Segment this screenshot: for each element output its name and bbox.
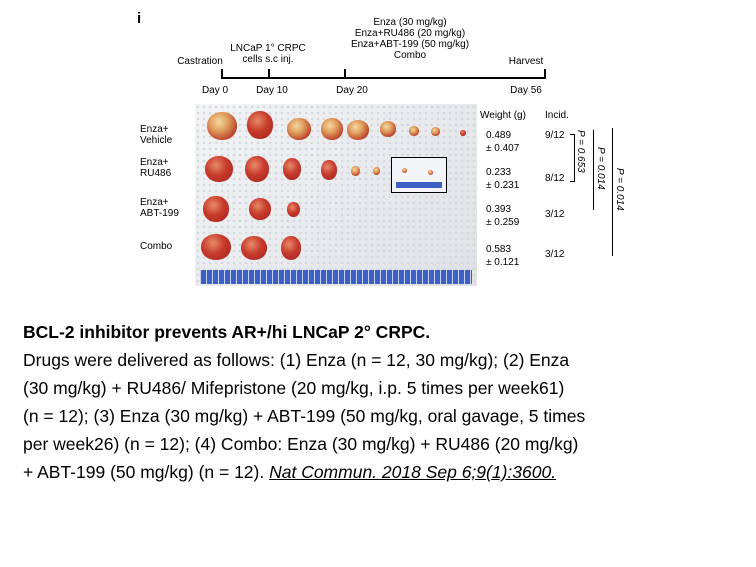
group-label-line: RU486 (140, 168, 172, 179)
tumor (287, 202, 300, 217)
group-label-line: Vehicle (140, 135, 173, 146)
timeline-day: Day 10 (256, 85, 288, 96)
weight-sd: ± 0.407 (486, 143, 520, 154)
incidence-cell: 8/12 (545, 173, 565, 184)
tumor (241, 236, 267, 260)
group-label-line: Enza+ (140, 124, 169, 135)
weight-cell (486, 244, 519, 268)
event-line: cells s.c inj. (242, 54, 294, 65)
bracket-tick (570, 181, 575, 182)
event-line: Enza+ABT-199 (50 mg/kg) (350, 39, 470, 50)
group-label-line: ABT-199 (140, 208, 179, 219)
event-line: Enza (30 mg/kg) (373, 17, 447, 28)
p-value: P = 0.014 (595, 147, 606, 190)
caption-line: per week26) (n = 12); (4) Combo: Enza (30 mg/kg) + RU486 (20 mg/kg) (23, 434, 579, 454)
tumor (205, 156, 233, 182)
group-label-combo: Combo (140, 241, 173, 252)
caption-title: BCL-2 inhibitor prevents AR+/hi LNCaP 2° CRPC. (23, 322, 431, 342)
weight-header: Weight (g) (480, 110, 526, 121)
weight-sd: ± 0.121 (486, 257, 520, 268)
incidence-cell: 3/12 (545, 249, 565, 260)
timeline-tick (544, 69, 546, 79)
group-label-line: Enza+ (140, 197, 169, 208)
tumor (287, 118, 311, 140)
tumor (409, 126, 419, 136)
tumor (347, 120, 369, 140)
weight-mean: 0.393 (486, 204, 512, 215)
tumor (428, 170, 433, 175)
tumor (351, 166, 360, 176)
timeline-tick (221, 69, 223, 79)
timeline-event-treatment (351, 17, 469, 61)
caption-line: (n = 12); (3) Enza (30 mg/kg) + ABT-199 (50 mg/kg, oral gavage, 5 times (23, 406, 586, 426)
group-label-ru486 (140, 157, 171, 179)
weight-mean: 0.489 (486, 130, 512, 141)
event-line: Enza+RU486 (20 mg/kg) (354, 28, 466, 39)
p-value: P = 0.653 (575, 130, 586, 173)
tumor (201, 234, 231, 260)
tumor (431, 127, 440, 136)
bracket-line (593, 130, 594, 210)
timeline-tick (344, 69, 346, 79)
incidence-cell: 9/12 (545, 130, 565, 141)
group-label-line: Enza+ (140, 157, 169, 168)
weight-cell (486, 204, 519, 228)
tumor (283, 158, 301, 180)
event-line: Combo (393, 50, 427, 61)
ruler (200, 270, 472, 284)
caption-line: + ABT-199 (50 mg/kg) (n = 12). (23, 462, 270, 482)
group-label-abt199 (140, 197, 179, 219)
tumor (245, 156, 269, 182)
timeline-event-castration: Castration (177, 56, 223, 67)
tumor-photo (195, 104, 477, 286)
timeline-tick (268, 69, 270, 79)
caption-line-last (23, 458, 556, 486)
timeline-day: Day 0 (201, 85, 229, 96)
tumor (321, 160, 337, 180)
tumor (207, 112, 237, 140)
tumor (402, 168, 407, 173)
timeline-day: Day 20 (336, 85, 368, 96)
citation-link[interactable]: Nat Commun. 2018 Sep 6;9(1):3600. (269, 462, 557, 482)
weight-sd: ± 0.259 (486, 217, 520, 228)
tumor (373, 167, 380, 175)
inset-box (391, 157, 447, 193)
timeline-event-harvest: Harvest (508, 56, 544, 67)
tumor (203, 196, 229, 222)
timeline-event-injection (230, 43, 306, 65)
inset-ruler (396, 182, 442, 188)
weight-mean: 0.233 (486, 167, 512, 178)
incidence-header: Incid. (545, 110, 569, 121)
weight-mean: 0.583 (486, 244, 512, 255)
tumor (249, 198, 271, 220)
tumor (281, 236, 301, 260)
panel-label: i (137, 10, 142, 27)
caption-line: Drugs were delivered as follows: (1) Enza (n = 12, 30 mg/kg); (2) Enza (23, 350, 570, 370)
bracket-line (612, 128, 613, 256)
group-label-vehicle (140, 124, 172, 146)
tumor (247, 111, 273, 139)
timeline-day: Day 56 (510, 85, 542, 96)
tumor (460, 130, 466, 136)
p-value: P = 0.014 (614, 168, 625, 211)
caption-line: (30 mg/kg) + RU486/ Mifepristone (20 mg/kg, i.p. 5 times per week61) (23, 378, 565, 398)
tumor (321, 118, 343, 140)
incidence-cell: 3/12 (545, 209, 565, 220)
weight-cell (486, 167, 519, 191)
event-line: LNCaP 1° CRPC (230, 43, 306, 54)
weight-cell (486, 130, 519, 154)
tumor (380, 121, 396, 137)
weight-sd: ± 0.231 (486, 180, 520, 191)
